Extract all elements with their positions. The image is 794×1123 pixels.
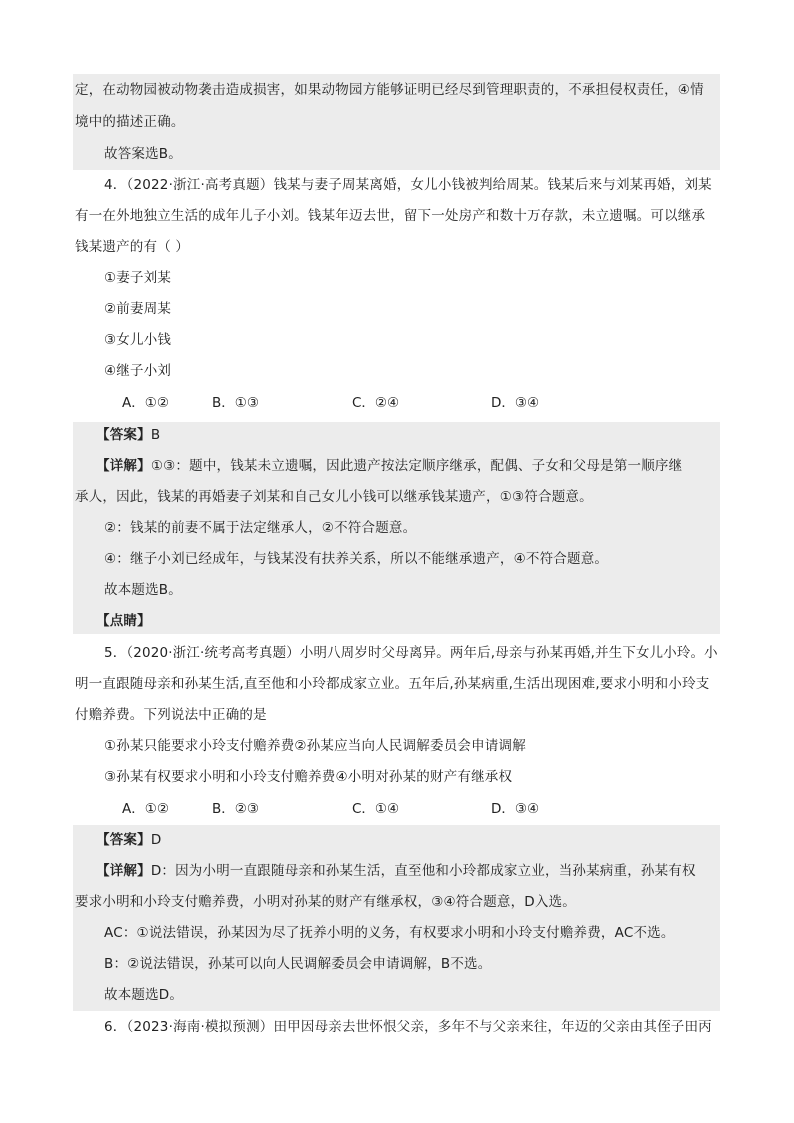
q4-stem-line: 有一在外地独立生活的成年儿子小刘。钱某年迈去世，留下一处房产和数十万存款，未立遗嘱。可以继承 (75, 208, 706, 224)
q4-option-d: D．③④ (491, 395, 540, 411)
q3-conclusion: 故答案选B。 (104, 146, 182, 162)
q4-item: ②前妻周某 (104, 301, 172, 317)
q5-stem-line: 明一直跟随母亲和孙某生活,直至他和小玲都成家立业。五年后,孙某病重,生活出现困难,要求小明和小玲支 (75, 676, 710, 692)
detail-label: 【详解】 (96, 863, 151, 879)
q5-option-c: C．①④ (352, 801, 400, 817)
q5-detail-line: B：②说法错误，孙某可以向人民调解委员会申请调解，B不选。 (104, 956, 492, 972)
q4-detail-line: 承人，因此，钱某的再婚妻子刘某和自己女儿小钱可以继承钱某遗产，①③符合题意。 (75, 489, 593, 505)
q5-answer (96, 830, 161, 850)
q4-conclusion: 故本题选B。 (104, 582, 182, 598)
q4-stem-line: 4．（2022·浙江·高考真题）钱某与妻子周某离婚，女儿小钱被判给周某。钱某后来与刘某再婚，刘某 (104, 177, 712, 193)
q5-stem-line: 付赡养费。下列说法中正确的是 (75, 707, 267, 723)
q4-option-b: B．①③ (212, 395, 259, 411)
q6-stem-line: 6．（2023·海南·模拟预测）田甲因母亲去世怀恨父亲，多年不与父亲来往，年迈的父亲由其侄子田丙 (104, 1019, 712, 1035)
q3-explanation-line: 定，在动物园被动物袭击造成损害，如果动物园方能够证明已经尽到管理职责的，不承担侵权责任，④情 (75, 82, 704, 98)
q3-explanation-line: 境中的描述正确。 (75, 114, 185, 130)
q4-item: ①妻子刘某 (104, 270, 172, 286)
detail-text: ①③：题中，钱某未立遗嘱，因此遗产按法定顺序继承，配偶、子女和父母是第一顺序继 (150, 458, 683, 474)
q5-stem-line: 5．（2020·浙江·统考高考真题）小明八周岁时父母离异。两年后,母亲与孙某再婚,并生下女儿小玲。小 (104, 645, 718, 661)
detail-label: 【详解】 (96, 458, 151, 474)
detail-text: D：因为小明一直跟随母亲和孙某生活，直至他和小玲都成家立业，当孙某病重，孙某有权 (150, 863, 696, 879)
answer-value: B (150, 427, 161, 443)
q5-detail-line: 要求小明和小玲支付赡养费，小明对孙某的财产有继承权，③④符合题意，D入选。 (75, 894, 576, 910)
q4-item: ③女儿小钱 (104, 332, 172, 348)
q5-items-line: ③孙某有权要求小明和小玲支付赡养费④小明对孙某的财产有继承权 (104, 769, 513, 785)
answer-label: 【答案】 (96, 427, 151, 443)
q5-detail-line: AC：①说法错误，孙某因为尽了抚养小明的义务，有权要求小明和小玲支付赡养费，AC不选。 (104, 925, 675, 941)
q5-items-line: ①孙某只能要求小玲支付赡养费②孙某应当向人民调解委员会申请调解 (104, 738, 526, 754)
q4-option-c: C．②④ (352, 395, 400, 411)
q5-option-a: A．①② (122, 801, 169, 817)
answer-value: D (150, 832, 162, 848)
q4-item: ④继子小刘 (104, 363, 172, 379)
q4-note-label: 【点睛】 (96, 613, 151, 629)
q5-option-d: D．③④ (491, 801, 540, 817)
q4-detail-line (96, 456, 682, 476)
q4-stem-line: 钱某遗产的有（ ） (75, 239, 190, 255)
q5-option-b: B．②③ (212, 801, 259, 817)
q4-option-a: A．①② (122, 395, 169, 411)
q5-answer-shade (73, 825, 720, 1011)
q5-conclusion: 故本题选D。 (104, 987, 184, 1003)
q5-detail-line (96, 861, 696, 881)
q4-answer (96, 425, 160, 445)
q4-detail-line: ④：继子小刘已经成年，与钱某没有扶养关系，所以不能继承遗产，④不符合题意。 (104, 551, 609, 567)
answer-label: 【答案】 (96, 832, 151, 848)
q4-detail-line: ②：钱某的前妻不属于法定继承人，②不符合题意。 (104, 520, 417, 536)
